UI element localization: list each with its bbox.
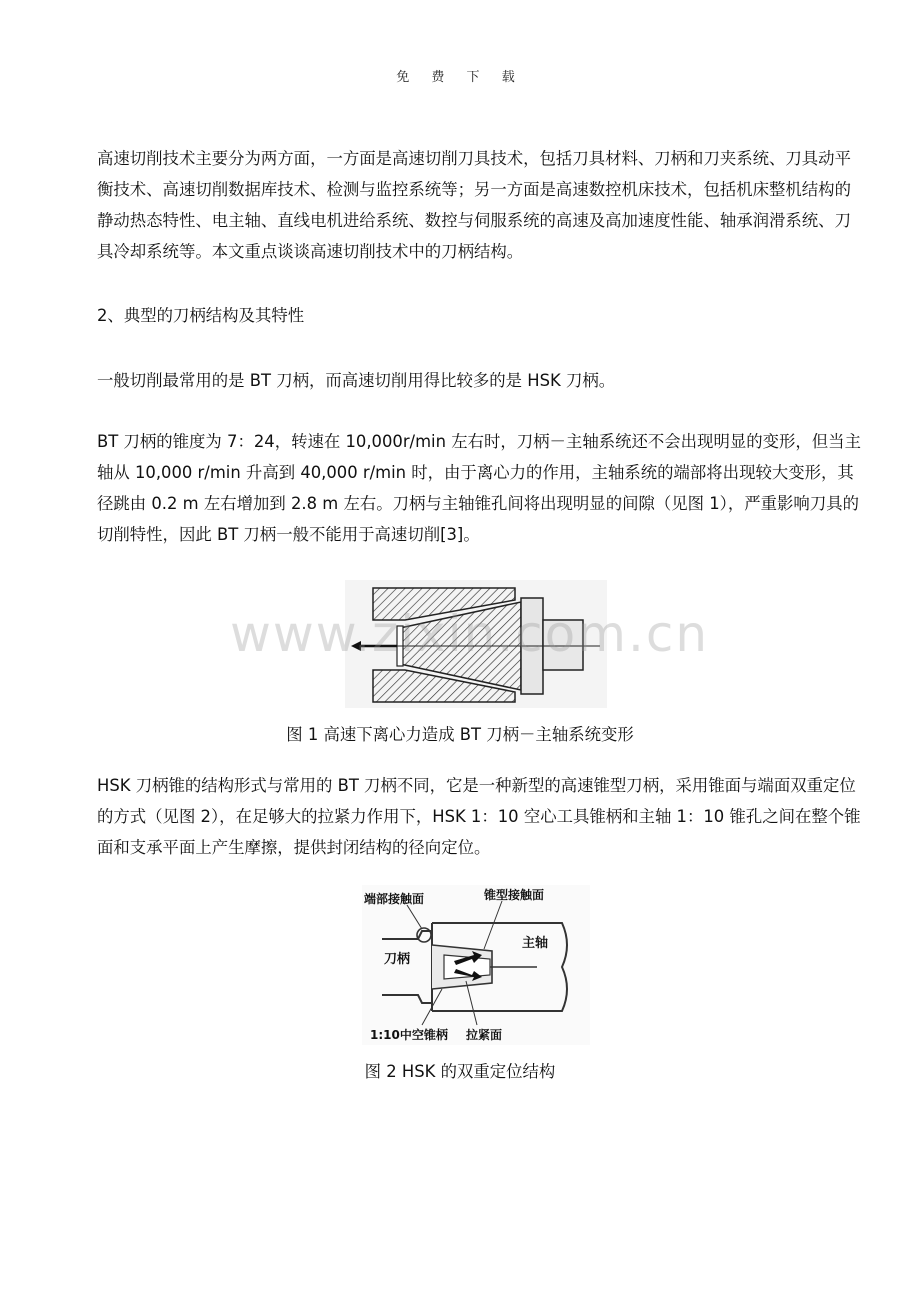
label-clamp-face: 拉紧面: [466, 1028, 503, 1042]
label-end-contact: 端部接触面: [364, 892, 425, 906]
label-hollow-shank: 1:10中空锥柄: [370, 1028, 448, 1042]
label-cone-contact: 锥型接触面: [484, 888, 545, 902]
label-holder: 刀柄: [384, 952, 411, 967]
figure-2-diagram: [362, 885, 590, 1045]
figure-1-caption: 图 1 高速下离心力造成 BT 刀柄－主轴系统变形: [286, 725, 634, 744]
hsk-paragraph: HSK 刀柄锥的结构形式与常用的 BT 刀柄不同，它是一种新型的高速锥型刀柄，采用锥面与端面双重定位的方式（见图 2），在足够大的拉紧力作用下，HSK 1：10 空心工具锥柄和主轴 1：10 锥孔之间在整个锥面和支承平面上产生摩擦，提供封闭结构的径向定位。: [97, 776, 861, 857]
figure-1-diagram: [345, 580, 607, 708]
section-heading: 2、典型的刀柄结构及其特性: [97, 306, 305, 325]
page-header: 免 费 下 载: [396, 70, 524, 85]
intro-paragraph: 高速切削技术主要分为两方面，一方面是高速切削刀具技术，包括刀具材料、刀柄和刀夹系统、刀具动平衡技术、高速切削数据库技术、检测与监控系统等；另一方面是高速数控机床技术，包括机床整机结构的静动热态特性、电主轴、直线电机进给系统、数控与伺服系统的高速及高加速度性能、轴承润滑系统、刀具冷却系统等。本文重点谈谈高速切削技术中的刀柄结构。: [97, 149, 851, 261]
watermark: www.zixin.com.cn: [230, 605, 710, 663]
bt-hsk-paragraph: 一般切削最常用的是 BT 刀柄，而高速切削用得比较多的是 HSK 刀柄。: [97, 371, 616, 390]
bt-deformation-paragraph: BT 刀柄的锥度为 7：24，转速在 10,000r/min 左右时，刀柄－主轴系统还不会出现明显的变形，但当主轴从 10,000 r/min 升高到 40,000 r/min 时，由于离心力的作用，主轴系统的端部将出现较大变形，其径跳由 0.2 m 左右增加到 2.8 m 左右。刀柄与主轴锥孔间将出现明显的间隙（见图 1），严重影响刀具的切削特性，因此 BT 刀柄一般不能用于高速切削[3]。: [97, 432, 861, 544]
figure-2-caption: 图 2 HSK 的双重定位结构: [364, 1062, 556, 1081]
label-spindle: 主轴: [522, 936, 549, 951]
